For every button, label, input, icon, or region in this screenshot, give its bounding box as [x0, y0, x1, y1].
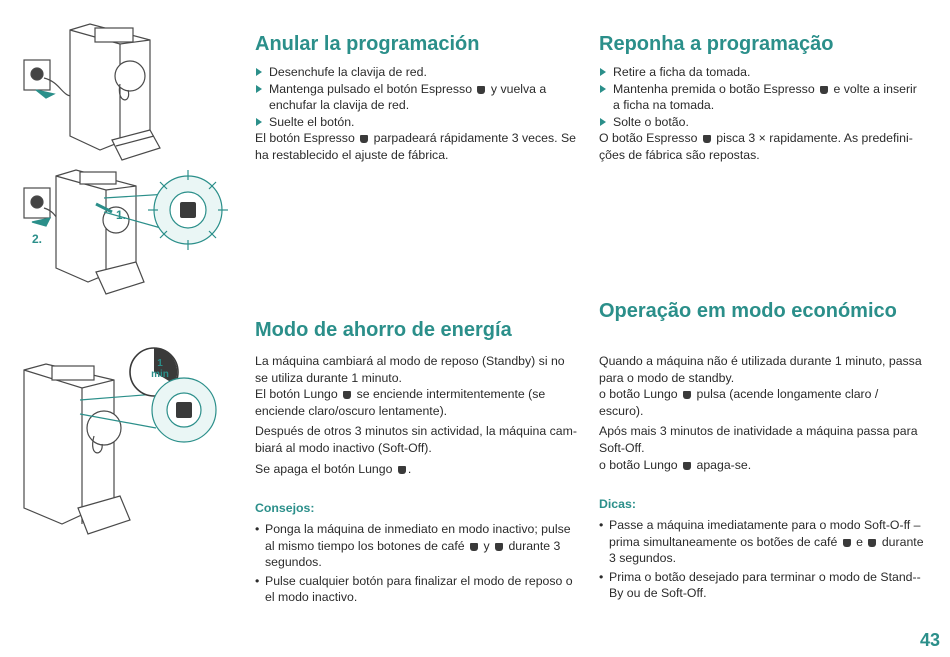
es-eco-body [255, 353, 580, 477]
es-cancel-title: Anular la programación [255, 33, 480, 55]
list-item: Desenchufe la clavija de red. [255, 64, 580, 81]
espresso-cup-icon [868, 539, 876, 547]
list-item: • Prima o botão desejado para terminar o modo de Stand--By ou de Soft-Off. [599, 569, 924, 602]
pt-tips-body [599, 517, 924, 604]
list-item: • Ponga la máquina de inmediato en modo inactivo; pulse al mismo tiempo los botones de café y durante 3 segundos. [255, 521, 580, 571]
es-eco-title: Modo de ahorro de energía [255, 319, 512, 341]
es-eco-p2: El botón Lungo se enciende intermitentemente (se enciende claro/oscuro lentamente). [255, 387, 546, 418]
page-number: 43 [919, 630, 940, 650]
list-item: Retire a ficha da tomada. [599, 64, 924, 81]
pt-eco-body [599, 353, 924, 473]
pt-eco-p1: Quando a máquina não é utilizada durante 1 minuto, passa para o modo de standby. [599, 354, 922, 385]
es-eco-p1: La máquina cambiará al modo de reposo (Standby) si no se utiliza durante 1 minuto. [255, 354, 565, 385]
pt-cancel-result: O botão Espresso pisca 3 × rapidamente. As predefini-ções de fábrica são repostas. [599, 131, 913, 162]
list-item: • Passe a máquina imediatamente para o modo Soft-O-ff – prima simultaneamente os botões de café e durante 3 segundos. [599, 517, 924, 567]
list-item: Solte o botão. [599, 114, 924, 131]
machine-replug-illustration [24, 170, 228, 294]
espresso-cup-icon [360, 135, 368, 143]
lungo-cup-icon [843, 539, 851, 547]
pt-eco-p4: o botão Lungo apaga-se. [599, 457, 752, 472]
pt-tips-title: Dicas: [599, 497, 636, 511]
label-step1: 1. [116, 208, 127, 222]
lungo-cup-icon [398, 466, 406, 474]
es-tips-body [255, 521, 580, 608]
espresso-cup-icon [477, 86, 485, 94]
espresso-cup-icon [820, 86, 828, 94]
list-item: Mantenha premida o botão Espresso e volte a inserir a ficha na tomada. [599, 81, 924, 114]
pt-eco-p2: o botão Lungo pulsa (acende longamente claro / escuro). [599, 387, 879, 418]
es-eco-p4: Se apaga el botón Lungo . [255, 461, 412, 476]
espresso-cup-icon [703, 135, 711, 143]
espresso-cup-icon [495, 543, 503, 551]
list-item: Mantenga pulsado el botón Espresso y vuelva a enchufar la clavija de red. [255, 81, 580, 114]
pt-cancel-title: Reponha a programação [599, 33, 834, 55]
es-cancel-result: El botón Espresso parpadeará rápidamente 3 veces. Se ha restablecido el ajuste de fábrica. [255, 131, 577, 162]
pt-eco-p3: Após mais 3 minutos de inatividade a máquina passa para Soft-Off. [599, 424, 918, 455]
label-timer: 1 min [151, 358, 169, 380]
es-tips-title: Consejos: [255, 501, 315, 515]
label-step2: 2. [32, 232, 43, 246]
pt-eco-title: Operação em modo económico [599, 300, 897, 322]
machine-eco-illustration [24, 348, 216, 534]
lungo-cup-icon [343, 391, 351, 399]
lungo-cup-icon [470, 543, 478, 551]
list-item: Suelte el botón. [255, 114, 580, 131]
es-cancel-body [255, 64, 580, 164]
machine-unplug-illustration [24, 24, 160, 160]
list-item: • Pulse cualquier botón para finalizar el modo de reposo o el modo inactivo. [255, 573, 580, 606]
es-eco-p3: Después de otros 3 minutos sin actividad, la máquina cam-biará al modo inactivo (Soft-Off). [255, 424, 577, 455]
lungo-cup-icon [683, 391, 691, 399]
pt-cancel-body [599, 64, 924, 164]
lungo-cup-icon [683, 462, 691, 470]
